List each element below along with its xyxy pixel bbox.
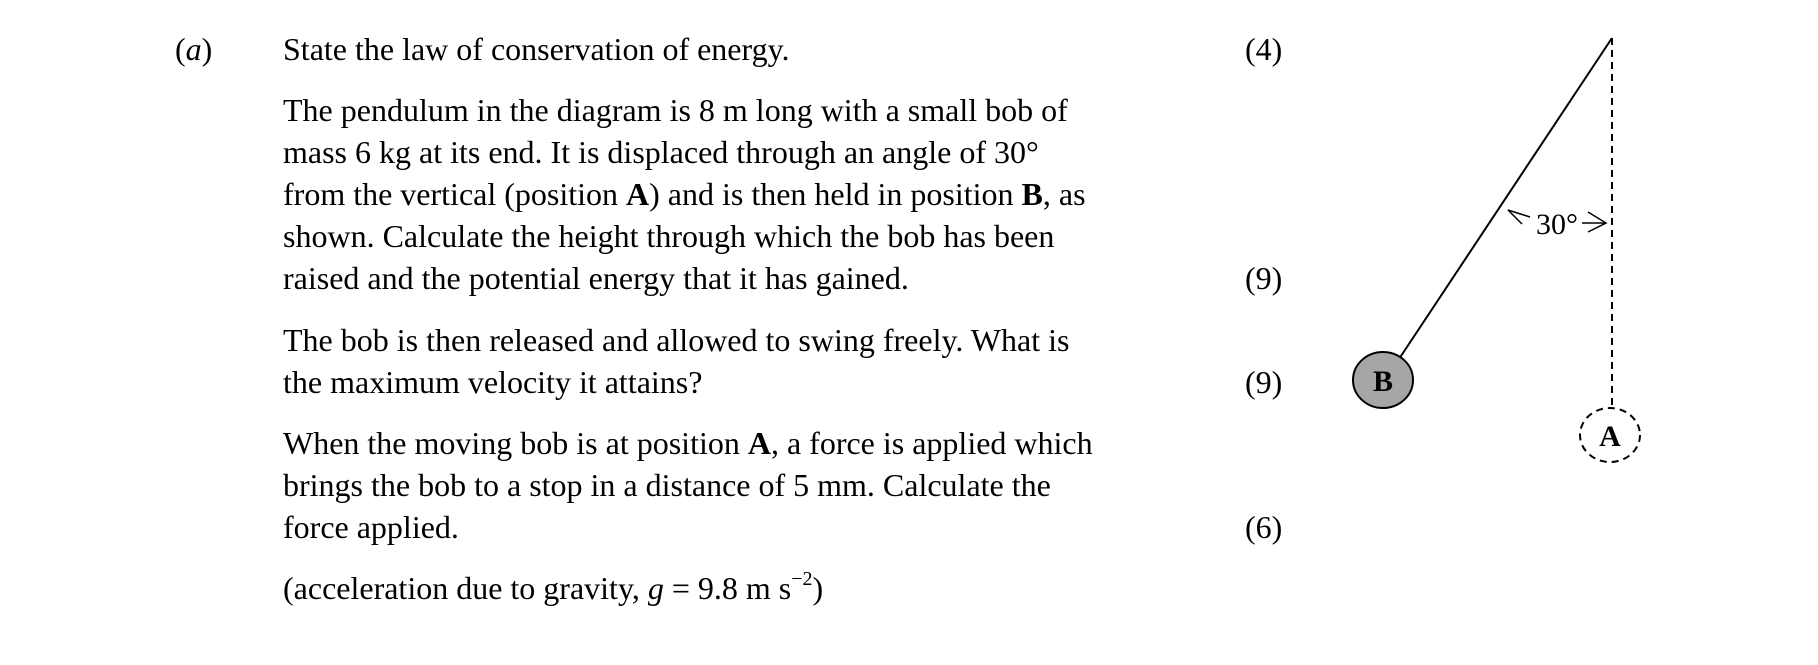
part-label: (a) (175, 31, 213, 67)
question-state-law: State the law of conservation of energy. (283, 31, 790, 67)
angle-label: 30° (1536, 208, 1578, 241)
marks-2: (9) (1245, 260, 1283, 296)
question-line: brings the bob to a stop in a distance of 5 mm. Calculate the (283, 467, 1051, 503)
angle-arrow-left (1508, 210, 1530, 224)
question-line: raised and the potential energy that it has gained. (283, 260, 909, 296)
bob-a-label: A (1599, 420, 1621, 453)
question-line: When the moving bob is at position A, a force is applied which (283, 425, 1093, 461)
marks-4: (6) (1245, 509, 1283, 545)
gravity-note: (acceleration due to gravity, g = 9.8 m $s^{-2}$) (283, 568, 824, 606)
marks-3: (9) (1245, 364, 1283, 400)
question-line: force applied. (283, 509, 459, 545)
marks-1: (4) (1245, 31, 1283, 67)
bob-b-label: B (1372, 365, 1394, 398)
pendulum-string (1399, 38, 1612, 359)
question-line: shown. Calculate the height through which the bob has been (283, 218, 1055, 254)
angle-arrow-right (1582, 212, 1606, 232)
question-line: The pendulum in the diagram is 8 m long with a small bob of (283, 92, 1068, 128)
question-line: the maximum velocity it attains? (283, 364, 703, 400)
question-line: from the vertical (position A) and is then held in position B, as (283, 176, 1086, 212)
question-line: mass 6 kg at its end. It is displaced through an angle of 30° (283, 134, 1039, 170)
question-line: The bob is then released and allowed to swing freely. What is (283, 322, 1070, 358)
